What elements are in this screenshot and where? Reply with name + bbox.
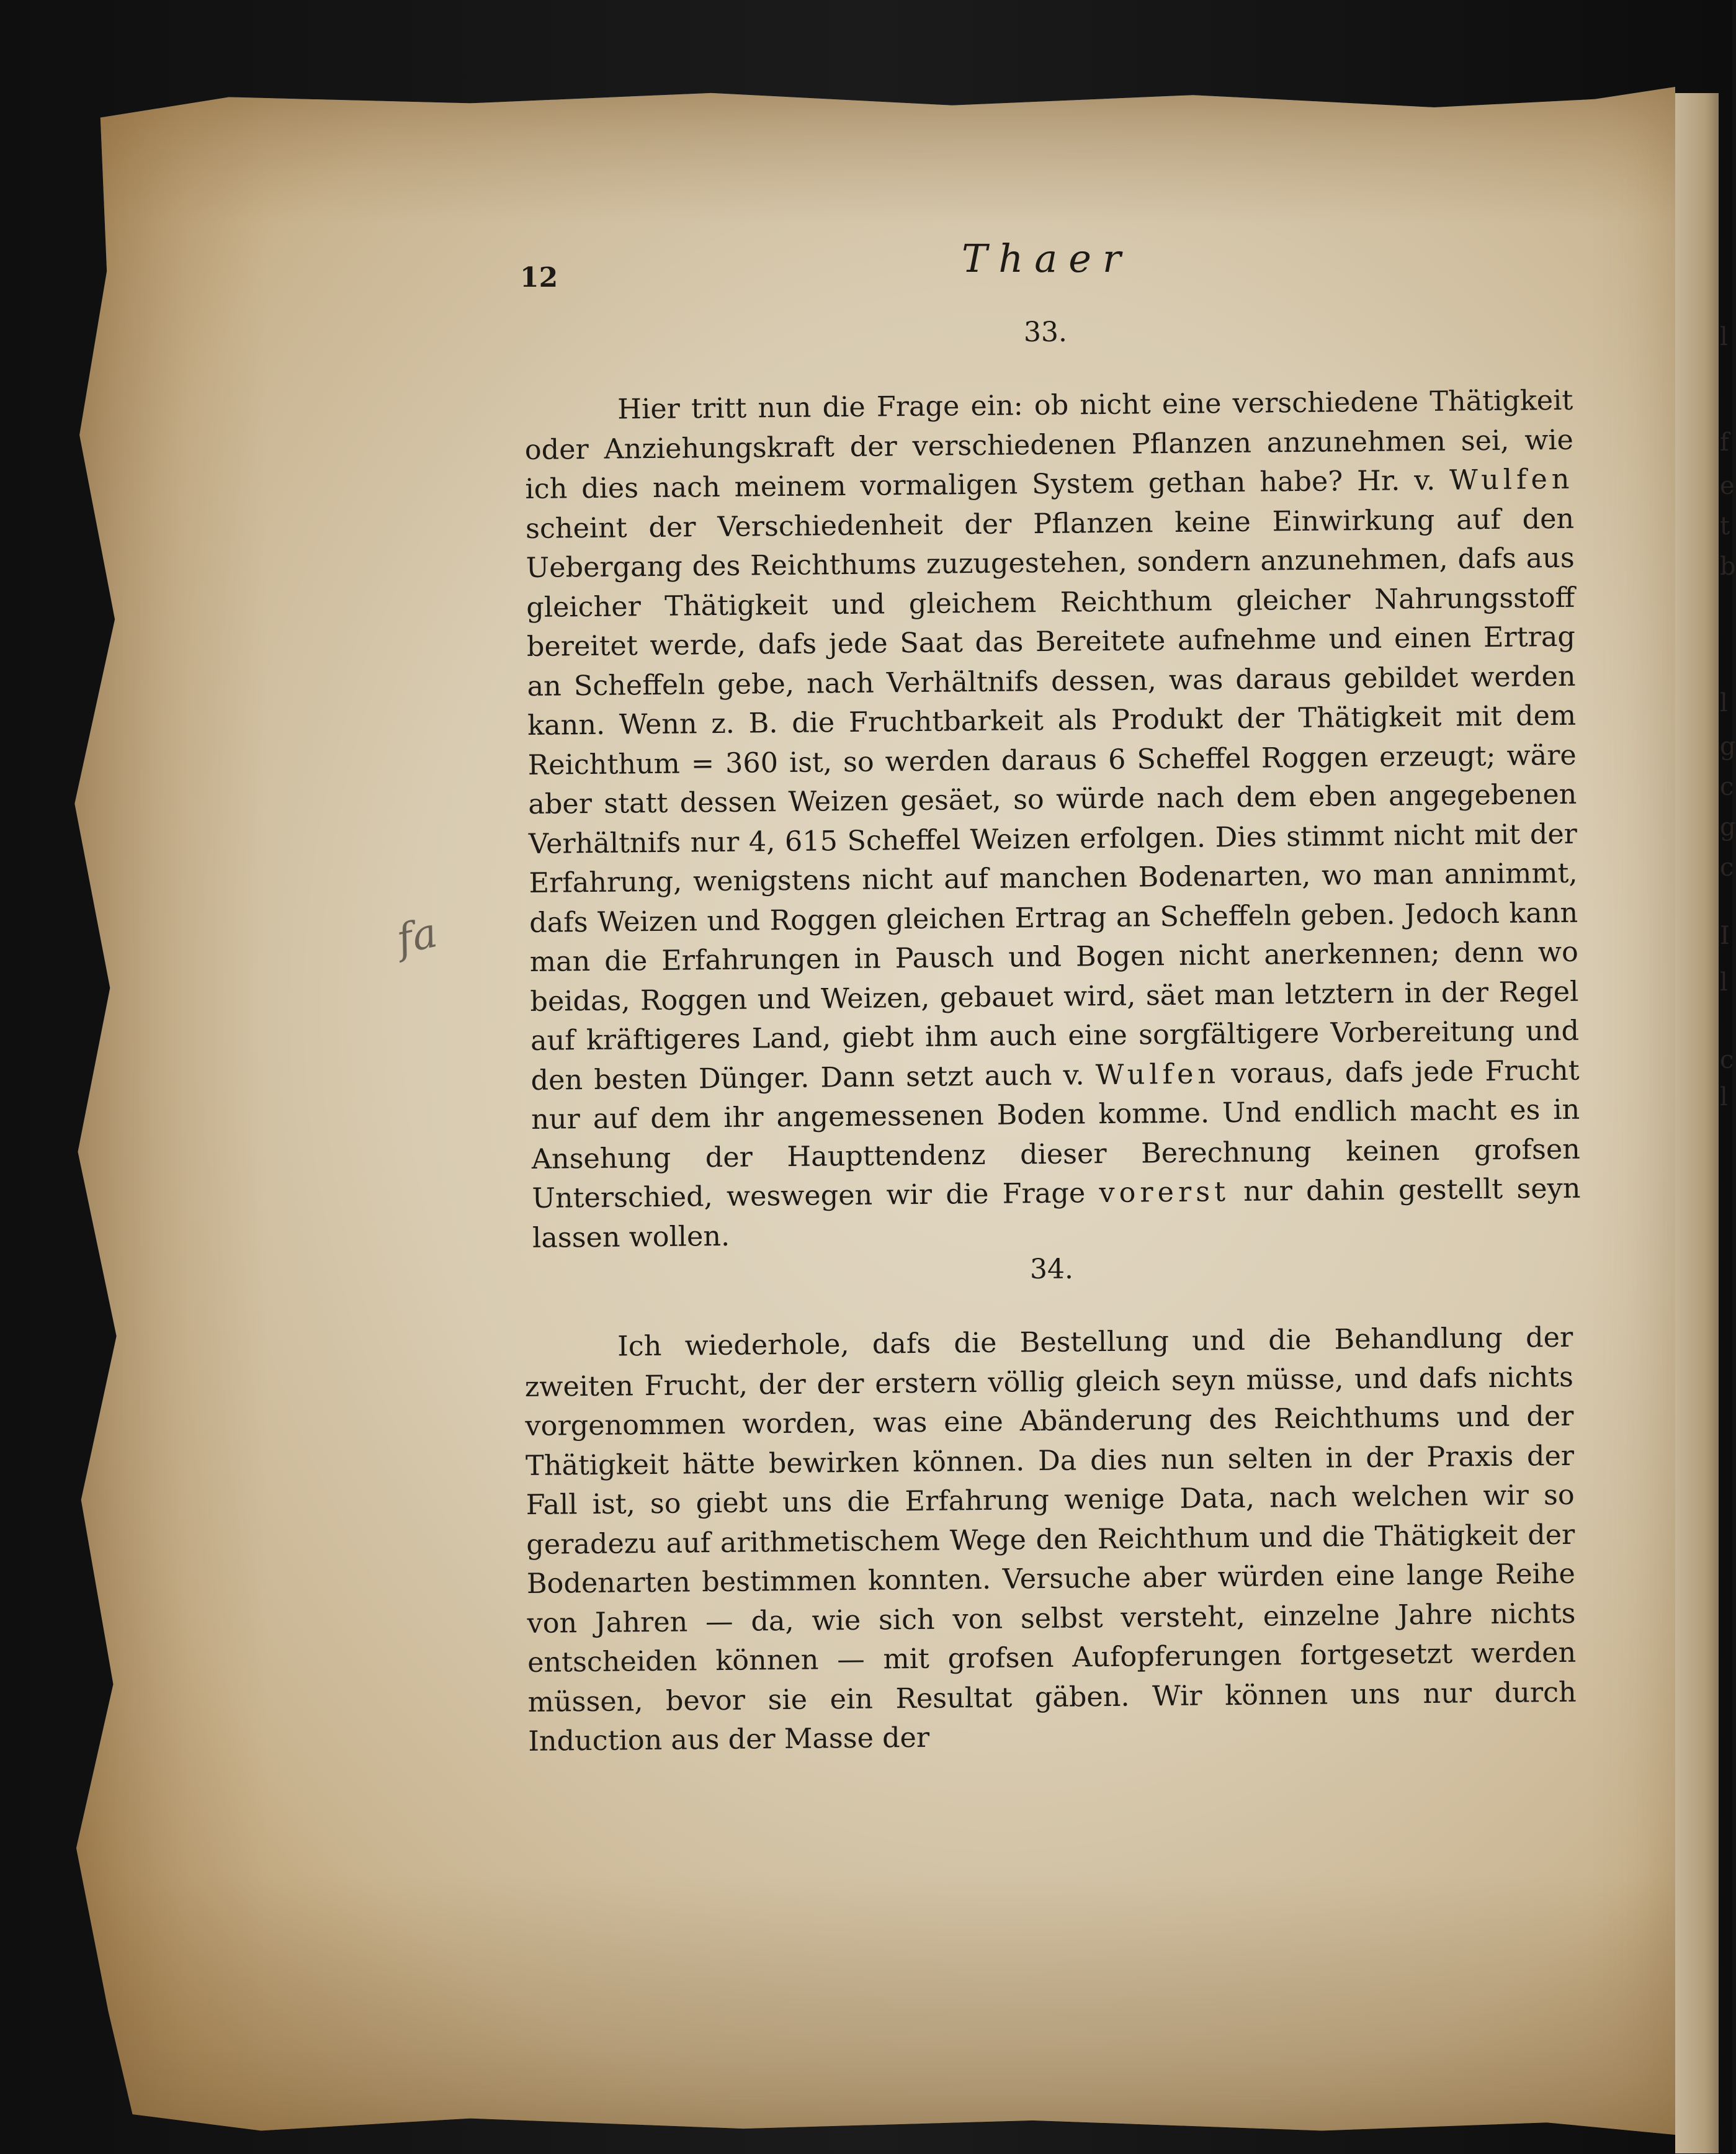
next-page-glyph: l (1720, 1083, 1728, 1111)
next-page-glyph: e (1720, 472, 1735, 500)
section-number: 33. (1024, 316, 1067, 348)
next-page-glyph: c (1720, 773, 1734, 801)
handwritten-margin-note: fa (392, 909, 442, 964)
next-page-glyph: I (1720, 922, 1730, 950)
next-page-glyph: l (1720, 968, 1728, 997)
spaced-emphasis: vorerst (1099, 1175, 1230, 1209)
next-page-glyph: c (1720, 853, 1734, 882)
next-page-edge (1675, 93, 1719, 2153)
next-page-glyph: g (1720, 813, 1736, 841)
next-page-glyph: l (1720, 323, 1728, 351)
running-title: Thaer (962, 236, 1132, 281)
page-bottom-stain (68, 1874, 1675, 2135)
page-header (0, 236, 1732, 292)
page-number: 12 (520, 262, 558, 294)
next-page-glyph: g (1720, 732, 1736, 761)
section-number: 34. (1030, 1254, 1073, 1285)
next-page-glyph: b (1720, 552, 1736, 581)
page-top-stain (68, 87, 1675, 223)
next-page-glyph: f (1720, 428, 1729, 457)
paragraph: Ich wiederhole, dafs die Bestellung und die Behandlung der zweiten Frucht, der der erstern völlig gleich seyn müsse, und dafs nichts vorgenommen worden, was eine Abänderung des Reichthums und der Thätigkeit hätte bewirken können. Da dies nun selten in der Praxis der Fall ist, so giebt uns die Erfahrung wenige Data, nach welchen wir so geradezu auf arithmetischem Wege den Reichthum und die Thätigkeit der Bodenarten bestimmen konnten. Versuche aber würden eine lange Reihe von Jahren — da, wie sich von selbst versteht, einzelne Jahre nichts entscheiden können — mit grofsen Aufopferungen fortgesetzt werden müssen, bevor sie ein Resultat gäben. Wir können uns nur durch Induction aus der Masse der (524, 1321, 1577, 1757)
next-page-glyph: c (1720, 1046, 1734, 1074)
next-page-glyph: l (1720, 689, 1728, 717)
next-page-glyph: t (1720, 512, 1730, 541)
spaced-name: Wulfen (1449, 463, 1574, 496)
spaced-name: Wulfen (1095, 1057, 1220, 1091)
page-edge-wear (68, 87, 267, 2135)
paragraph: Hier tritt nun die Frage ein: ob nicht eine verschiedene Thätigkeit oder Anziehungskraft der verschiedenen Pflanzen anzunehmen sei, wie ich dies nach meinem vormaligen System gethan habe? Hr. v. Wulfen scheint der Verschiedenheit der Pflanzen keine Einwirkung auf den Uebergang des Reichthums zuzugestehen, sondern anzunehmen, dafs aus gleicher Thätigkeit und gleichem Reichthum gleicher Nahrungsstoff bereitet werde, dafs jede Saat das Bereitete aufnehme und einen Ertrag an Scheffeln gebe, nach Verhältnifs dessen, was daraus gebildet werden kann. Wenn z. B. die Fruchtbarkeit als Produkt der Thätigkeit mit dem Reichthum = 360 ist, so werden daraus 6 Scheffel Roggen erzeugt; wäre aber statt dessen Weizen gesäet, so würde nach dem eben angegebenen Verhältnifs nur 4, 615 Scheffel Weizen erfolgen. Dies stimmt nicht mit der Erfahrung, wenigstens nicht auf manchen Bodenarten, wo man annimmt, dafs Weizen und Roggen gleichen Ertrag an Scheffeln geben. Jedoch kann man die Erfahrungen in Pausch und Bogen nicht anerkennen; denn wo beidas, Roggen und Weizen, gebauet wird, säet man letztern in der Regel auf kräftigeres Land, giebt ihm auch eine sorgfältigere Vorbereitung und den besten Dünger. Dann setzt auch v. Wulfen voraus, dafs jede Frucht nur auf dem ihr angemessenen Boden komme. Und endlich macht es in Ansehung der Haupttendenz dieser Berechnung keinen grofsen Unterschied, weswegen wir die Frage vorerst nur dahin gestellt seyn lassen wollen. (524, 384, 1581, 1254)
